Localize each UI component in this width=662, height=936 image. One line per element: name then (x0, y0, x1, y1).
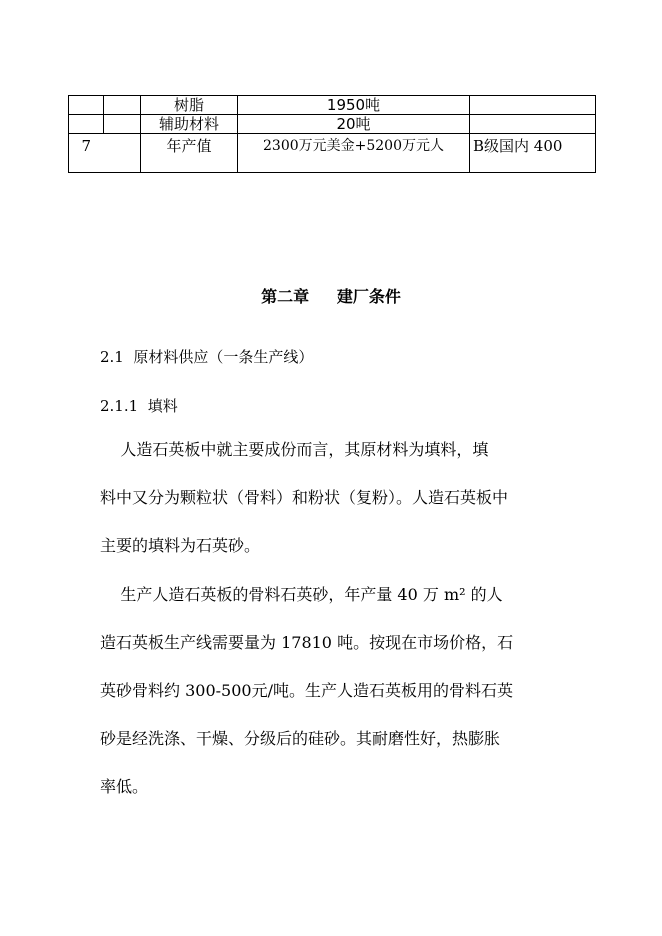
row-number-cell (69, 96, 104, 115)
paragraph-line: 主要的填料为石英砂。 (100, 536, 261, 555)
note-cell: B级国内 400 (470, 134, 596, 173)
row-number-cell (69, 115, 104, 134)
note-cell (470, 96, 596, 115)
paragraph-line: 人造石英板中就主要成份而言，其原材料为填料，填 (100, 440, 489, 459)
sub-cell (104, 115, 141, 134)
chapter-title: 第二章 建厂条件 (261, 287, 401, 306)
item-cell: 树脂 (141, 96, 238, 115)
spec-table (68, 95, 596, 173)
sub-cell (104, 134, 141, 173)
item-cell: 辅助材料 (141, 115, 238, 134)
paragraph-line: 英砂骨料约 300-500元/吨。生产人造石英板用的骨料石英 (100, 681, 513, 700)
sub-cell (104, 96, 141, 115)
paragraph-fillers (100, 426, 550, 570)
value-cell: 2300万元美金+5200万元人 (238, 134, 470, 173)
row-number-cell: 7 (69, 134, 104, 173)
value-cell: 20吨 (238, 115, 470, 134)
paragraph-line: 率低。 (100, 777, 149, 796)
section-heading-2-1-1: 2.1.1 填料 (100, 397, 178, 415)
table-row (69, 115, 596, 134)
table-row (69, 134, 596, 173)
paragraph-line: 砂是经洗涤、干燥、分级后的硅砂。其耐磨性好，热膨胀 (100, 729, 501, 748)
item-cell: 年产值 (141, 134, 238, 173)
section-heading-2-1: 2.1 原材料供应（一条生产线） (100, 348, 314, 366)
paragraph-line: 造石英板生产线需要量为 17810 吨。按现在市场价格，石 (100, 633, 514, 652)
value-cell: 1950吨 (238, 96, 470, 115)
table-row (69, 96, 596, 115)
paragraph-quartz-sand (100, 571, 550, 811)
paragraph-line: 料中又分为颗粒状（骨料）和粉状（复粉）。人造石英板中 (100, 488, 509, 507)
note-cell (470, 115, 596, 134)
paragraph-line: 生产人造石英板的骨料石英砂，年产量 40 万 m² 的人 (100, 585, 503, 604)
